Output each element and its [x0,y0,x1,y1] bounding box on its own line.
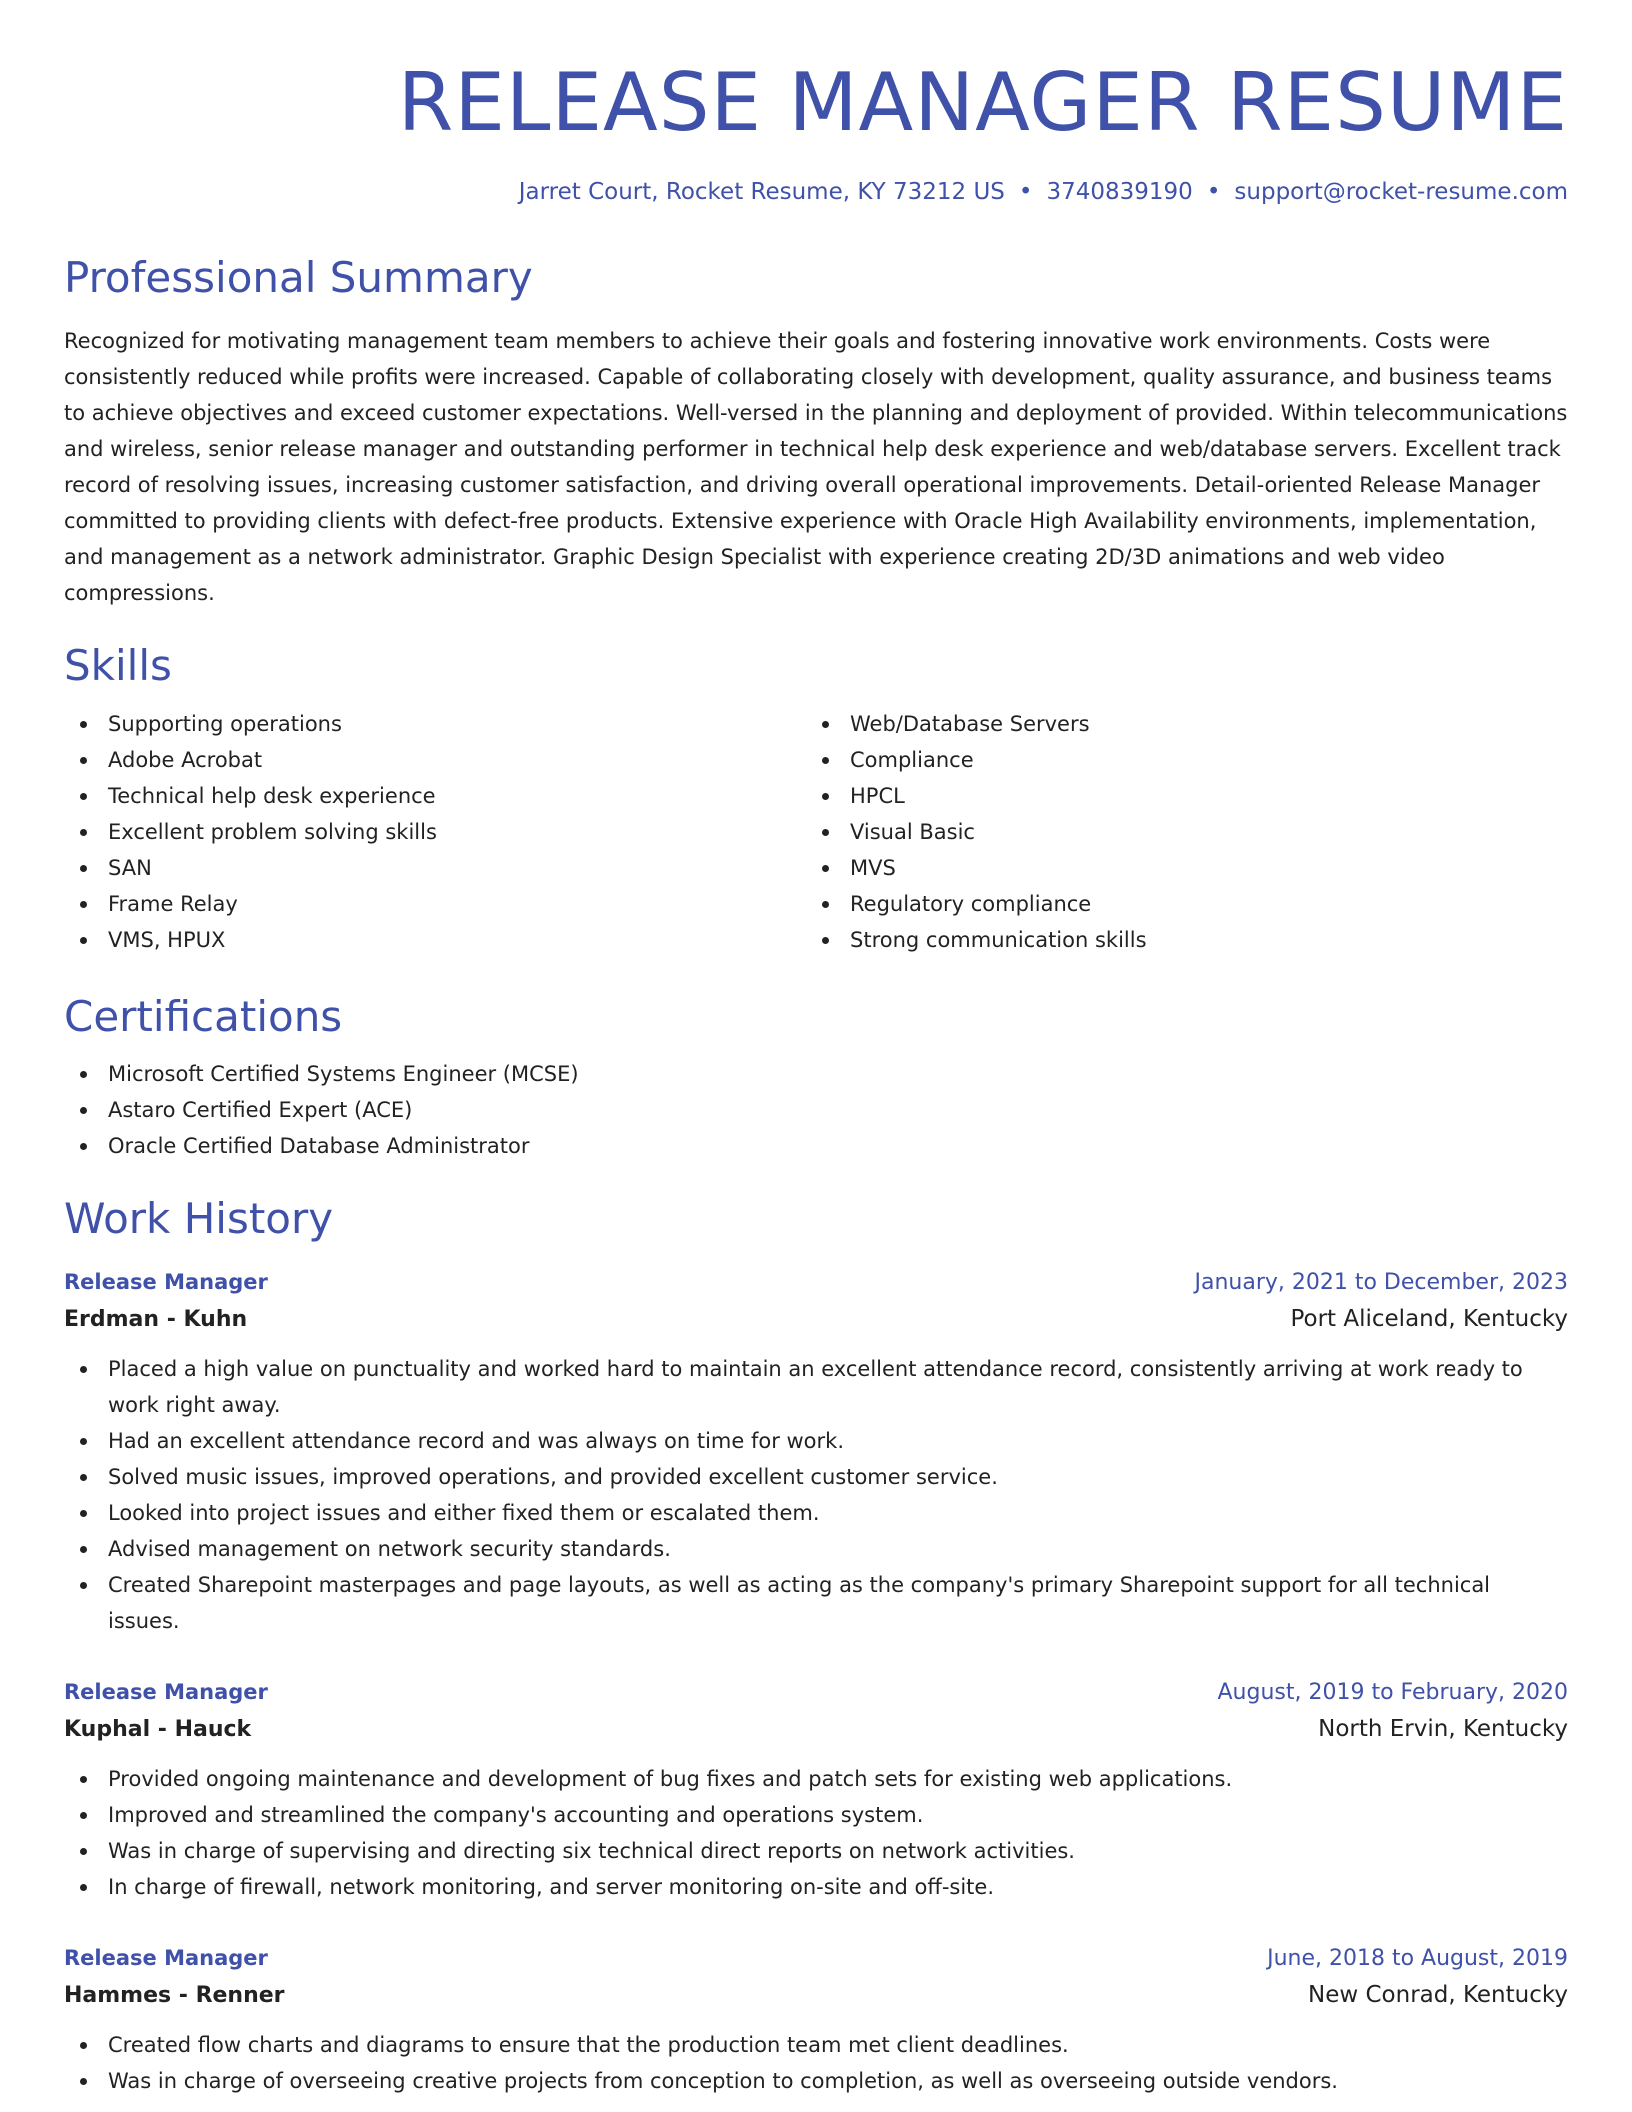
job-location: Port Aliceland, Kentucky [1290,1305,1568,1332]
job-dates: June, 2018 to August, 2019 [1267,1945,1568,1971]
job-bullet: Improved and streamlined the company's accounting and operations system. [64,1797,1568,1833]
job-title-row [64,1941,1568,1976]
job-bullet: Advised management on network security standards. [64,1531,1568,1567]
job-company: Erdman - Kuhn [64,1306,248,1332]
job-location: North Ervin, Kentucky [1318,1715,1568,1742]
resume-header [64,55,1568,205]
professional-summary-section [64,253,1568,611]
job-bullet: Was in charge of supervising and directing six technical direct reports on network activities. [64,1833,1568,1869]
contact-separator: • [1018,179,1033,205]
skill-item: Excellent problem solving skills [64,814,806,850]
skill-item: Strong communication skills [806,922,1566,958]
skill-item: Frame Relay [64,886,806,922]
job-location: New Conrad, Kentucky [1308,1981,1568,2008]
skill-item: Web/Database Servers [806,706,1566,742]
skill-item: Supporting operations [64,706,806,742]
job-bullet: Had an excellent attendance record and was always on time for work. [64,1423,1568,1459]
skill-item: Compliance [806,742,1566,778]
job-bullet: Created flow charts and diagrams to ensure that the production team met client deadlines. [64,2027,1568,2063]
job-entry [64,1941,1568,2099]
section-heading: Certifications [64,991,343,1041]
skill-item: MVS [806,850,1566,886]
job-bullet: Solved music issues, improved operations, and provided excellent customer service. [64,1459,1568,1495]
job-entry [64,1675,1568,1905]
skill-item: Adobe Acrobat [64,742,806,778]
summary-text: Recognized for motivating management team members to achieve their goals and fostering innovative work environments. Costs were consistently reduced while profits were increased. Capable of collaborating closely with development, quality assurance, and business teams to achieve objectives and exceed customer expectations. Well-versed in the planning and deployment of provided. Within telecommunications and wireless, senior release manager and outstanding performer in technical help desk experience and web/database servers. Excellent track record of resolving issues, increasing customer satisfaction, and driving overall operational improvements. Detail-oriented Release Manager committed to providing clients with defect-free products. Extensive experience with Oracle High Availability environments, implementation, and management as a network administrator. Graphic Design Specialist with experience creating 2D/3D animations and web video compressions. [64,329,1568,606]
skill-item: HPCL [806,778,1566,814]
job-title: Release Manager [64,1269,268,1294]
job-bullet: Created Sharepoint masterpages and page layouts, as well as acting as the company's primary Sharepoint support for all technical issues. [64,1567,1568,1639]
skill-item: Visual Basic [806,814,1566,850]
job-bullets [64,1761,1568,1905]
job-bullet: In charge of firewall, network monitoring, and server monitoring on-site and off-site. [64,1869,1568,1905]
certification-item: Microsoft Certified Systems Engineer (MCSE) [64,1056,1568,1092]
job-company-row [64,1710,1568,1749]
job-title: Release Manager [64,1679,268,1704]
section-heading: Professional Summary [64,253,533,302]
job-bullets [64,2027,1568,2099]
certifications-list [64,1056,1568,1164]
skills-column-left [64,706,806,958]
section-heading: Work History [64,1194,334,1244]
resume-title: RELEASE MANAGER RESUME [397,56,1568,149]
job-dates: August, 2019 to February, 2020 [1217,1679,1568,1705]
skill-item: VMS, HPUX [64,922,806,958]
job-title: Release Manager [64,1945,268,1970]
job-bullet: Placed a high value on punctuality and worked hard to maintain an excellent attendance record, consistently arriving at work ready to work right away. [64,1351,1568,1423]
skill-item: Technical help desk experience [64,778,806,814]
contact-phone: 3740839190 [1046,179,1193,205]
job-entry [64,1265,1568,1639]
skills-section [64,641,1568,957]
skill-item: SAN [64,850,806,886]
contact-line [64,179,1568,205]
contact-email[interactable]: support@rocket-resume.com [1234,179,1568,205]
job-title-row [64,1265,1568,1300]
certification-item: Astaro Certified Expert (ACE) [64,1092,1568,1128]
job-company-row [64,1976,1568,2015]
section-heading: Skills [64,641,172,691]
skill-item: Regulatory compliance [806,886,1566,922]
certifications-section [64,992,1568,1164]
job-bullet: Was in charge of overseeing creative projects from conception to completion, as well as overseeing outside vendors. [64,2063,1568,2099]
job-company: Hammes - Renner [64,1982,285,2008]
job-bullet: Looked into project issues and either fixed them or escalated them. [64,1495,1568,1531]
work-history-section [64,1194,1568,2098]
contact-address: Jarret Court, Rocket Resume, KY 73212 US [518,179,1005,205]
skills-column-right [806,706,1566,958]
contact-separator: • [1206,179,1221,205]
certification-item: Oracle Certified Database Administrator [64,1128,1568,1164]
job-bullet: Provided ongoing maintenance and development of bug fixes and patch sets for existing web applications. [64,1761,1568,1797]
job-company-row [64,1300,1568,1339]
skills-grid [64,706,1568,958]
job-title-row [64,1675,1568,1710]
job-dates: January, 2021 to December, 2023 [1194,1269,1568,1295]
job-bullets [64,1351,1568,1639]
job-company: Kuphal - Hauck [64,1716,252,1742]
